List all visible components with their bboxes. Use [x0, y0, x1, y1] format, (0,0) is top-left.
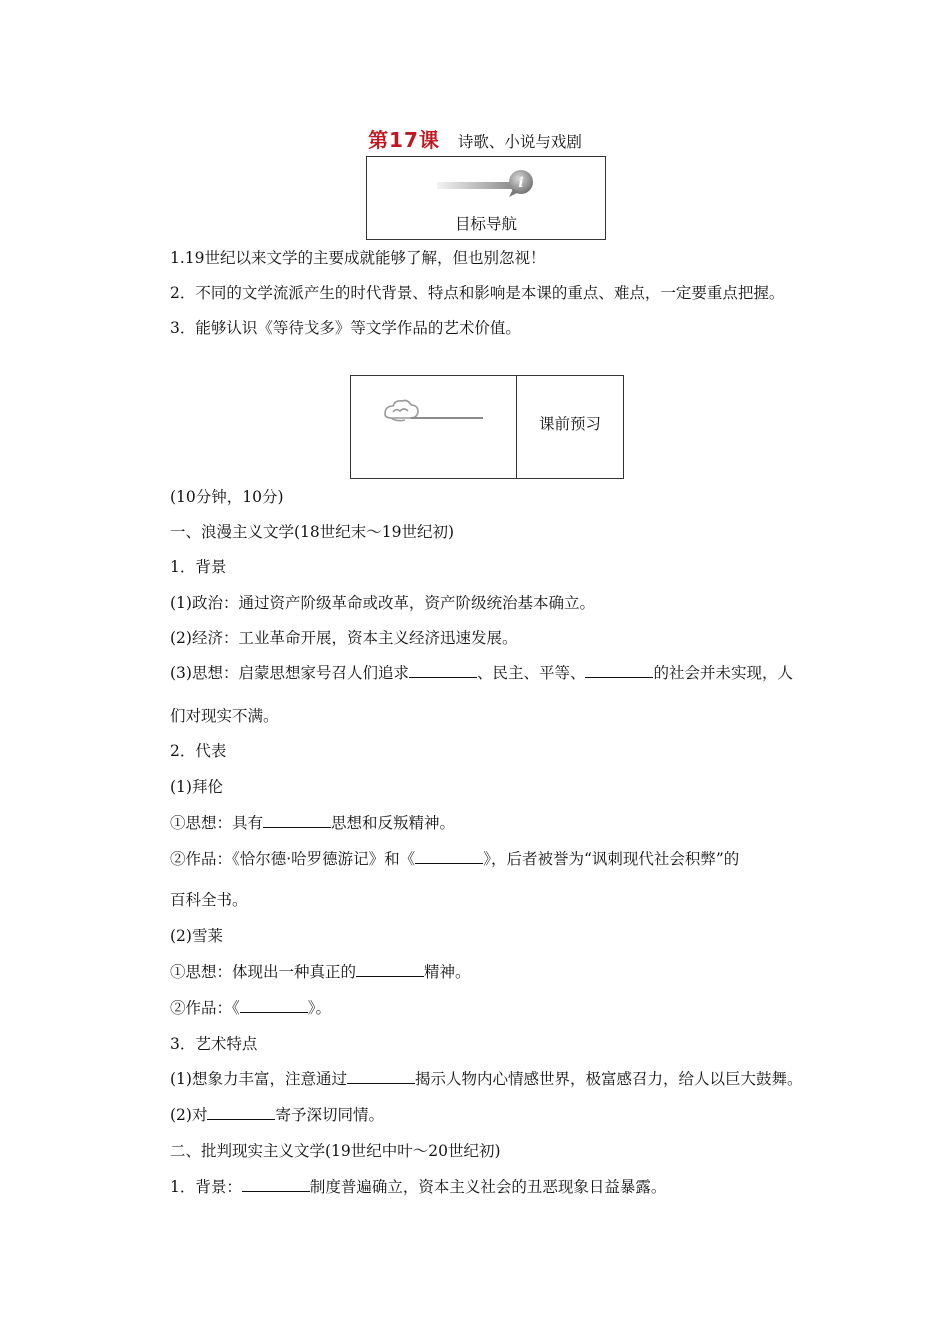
pre-class-preview-box — [350, 375, 624, 479]
text-segment: ①思想：体现出一种真正的 — [170, 963, 357, 981]
fill-blank[interactable] — [207, 1105, 275, 1120]
text-segment: 1．背景： — [170, 1178, 242, 1196]
pre-class-preview-label: 课前预习 — [538, 415, 601, 433]
goal-item: 2．不同的文学流派产生的时代背景、特点和影响是本课的重点、难点，一定要重点把握。 — [170, 284, 785, 302]
text-line — [170, 813, 455, 833]
goal-navigation-label: 目标导航 — [454, 215, 517, 233]
text-line — [170, 663, 793, 683]
goal-item: 1.19世纪以来文学的主要成就能够了解，但也别忽视！ — [170, 249, 546, 267]
lesson-subtitle: 诗歌、小说与戏剧 — [457, 133, 582, 151]
fill-blank[interactable] — [356, 962, 424, 977]
text-segment: (2)对 — [170, 1106, 208, 1124]
goal-navigation-box — [366, 156, 606, 240]
text-segment: 》，后者被誉为“讽刺现代社会积弊”的 — [483, 850, 740, 868]
text-segment: 精神。 — [424, 963, 471, 981]
fill-blank[interactable] — [585, 663, 653, 678]
goal-item: 3．能够认识《等待戈多》等文学作品的艺术价值。 — [170, 319, 521, 337]
text-line: (1)政治：通过资产阶级革命或改革，资产阶级统治基本确立。 — [170, 594, 595, 612]
subsection-heading: 1．背景 — [170, 558, 227, 576]
text-segment: 寄予深切同情。 — [275, 1106, 384, 1124]
text-segment: 》。 — [307, 999, 332, 1017]
text-line: 们对现实不满。 — [170, 707, 279, 725]
text-line — [170, 1069, 802, 1089]
text-line — [170, 849, 739, 869]
info-bubble-icon — [437, 169, 537, 199]
subsection-heading: 3．艺术特点 — [170, 1035, 258, 1053]
fill-blank[interactable] — [242, 1177, 310, 1192]
text-segment: ②作品：《 — [170, 999, 240, 1017]
text-segment: ②作品：《恰尔德·哈罗德游记》和《 — [170, 850, 416, 868]
fill-blank[interactable] — [263, 813, 331, 828]
text-line — [170, 1105, 384, 1125]
cloud-scroll-icon — [379, 396, 489, 430]
text-line: (1)拜伦 — [170, 778, 223, 796]
text-line: 百科全书。 — [170, 891, 248, 909]
text-segment: 制度普遍确立，资本主义社会的丑恶现象日益暴露。 — [309, 1178, 667, 1196]
fill-blank[interactable] — [347, 1069, 415, 1084]
text-segment: (3)思想：启蒙思想家号召人们追求 — [170, 664, 409, 682]
text-segment: 思想和反叛精神。 — [331, 814, 456, 832]
lesson-number: 第17课 — [368, 128, 440, 152]
text-segment: ①思想：具有 — [170, 814, 264, 832]
text-segment: 、民主、平等、 — [476, 664, 586, 682]
subsection-heading: 2．代表 — [170, 742, 227, 760]
time-info: (10分钟，10分) — [170, 488, 284, 506]
text-line: (2)经济：工业革命开展，资本主义经济迅速发展。 — [170, 629, 518, 647]
fill-blank[interactable] — [415, 849, 483, 864]
text-line — [170, 998, 331, 1018]
text-line: (2)雪莱 — [170, 927, 223, 945]
svg-text:i: i — [518, 175, 524, 191]
lesson-title — [0, 124, 950, 153]
section-heading: 一、浪漫主义文学(18世纪末～19世纪初) — [170, 523, 455, 541]
fill-blank[interactable] — [240, 998, 308, 1013]
text-segment: (1)想象力丰富，注意通过 — [170, 1070, 347, 1088]
section-heading: 二、批判现实主义文学(19世纪中叶～20世纪初) — [170, 1142, 501, 1160]
text-line — [170, 962, 471, 982]
text-segment: 的社会并未实现，人 — [653, 664, 793, 682]
text-line — [170, 1177, 666, 1197]
fill-blank[interactable] — [409, 663, 477, 678]
text-segment: 揭示人物内心情感世界，极富感召力，给人以巨大鼓舞。 — [414, 1070, 803, 1088]
